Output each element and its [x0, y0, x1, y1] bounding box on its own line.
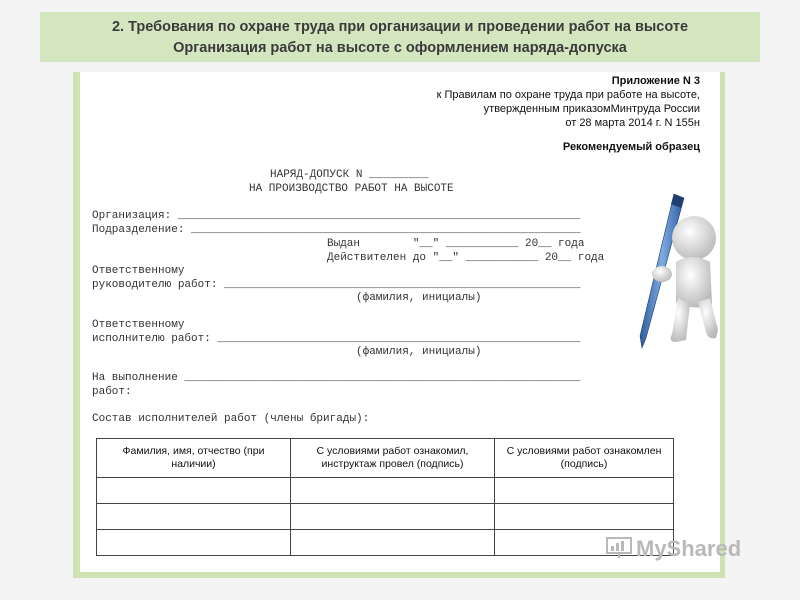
issued-field[interactable]: Выдан "__" ___________ 20__ года [327, 238, 585, 250]
table-row [97, 504, 674, 530]
table-cell[interactable] [291, 530, 495, 556]
sample-label: Рекомендуемый образец [562, 141, 700, 153]
crew-label: Состав исполнителей работ (члены бригады): [92, 413, 370, 425]
appendix-line-1: к Правилам по охране труда при работе на высоте, [436, 89, 700, 101]
watermark [606, 536, 741, 562]
responsible-manager-field[interactable]: руководителю работ: ______________________________________________________ [92, 279, 581, 291]
figure-with-pen-icon [624, 186, 720, 351]
valid-until-field[interactable]: Действителен до "__" ___________ 20__ года [327, 252, 605, 264]
table-cell[interactable] [495, 478, 674, 504]
presentation-icon [606, 537, 632, 559]
crew-table [96, 438, 674, 556]
fio-hint-2: (фамилия, инициалы) [356, 346, 482, 358]
table-header-row [97, 439, 674, 478]
work-field[interactable]: На выполнение ____________________________________________________________ [92, 372, 581, 384]
table-cell[interactable] [97, 530, 291, 556]
appendix-line-2: утвержденным приказомМинтруда России [483, 103, 700, 115]
header-acknowledged: С условиями работ ознакомлен (подпись) [495, 439, 674, 478]
header-instructed-by: С условиями работ ознакомил, инструктаж провел (подпись) [291, 439, 495, 478]
table-cell[interactable] [97, 478, 291, 504]
table-row [97, 530, 674, 556]
fio-hint-1: (фамилия, инициалы) [356, 292, 482, 304]
responsible-executor-field[interactable]: исполнителю работ: _______________________________________________________ [92, 333, 581, 345]
form-title-1: НАРЯД-ДОПУСК N _________ [270, 169, 429, 181]
slide-header [40, 12, 760, 62]
table-cell[interactable] [291, 478, 495, 504]
responsible-manager-label: Ответственному [92, 265, 185, 277]
table-cell[interactable] [291, 504, 495, 530]
work-label: работ: [92, 386, 132, 398]
appendix-block [437, 74, 700, 154]
header-line-2: Организация работ на высоте с оформлением наряда-допуска [173, 40, 627, 56]
watermark-text: MyShared [636, 536, 742, 561]
appendix-title: Приложение N 3 [611, 75, 700, 87]
department-field[interactable]: Подразделение: ___________________________________________________________ [92, 224, 581, 236]
appendix-line-3: от 28 марта 2014 г. N 155н [565, 117, 700, 129]
form-title-2: НА ПРОИЗВОДСТВО РАБОТ НА ВЫСОТЕ [249, 183, 454, 195]
table-row [97, 478, 674, 504]
header-line-1: 2. Требования по охране труда при организации и проведении работ на высоте [111, 19, 689, 35]
table-cell[interactable] [495, 504, 674, 530]
header-full-name: Фамилия, имя, отчество (при наличии) [97, 439, 291, 478]
table-cell[interactable] [97, 504, 291, 530]
responsible-executor-label: Ответственному [92, 319, 185, 331]
organization-field[interactable]: Организация: _____________________________________________________________ [92, 210, 581, 222]
